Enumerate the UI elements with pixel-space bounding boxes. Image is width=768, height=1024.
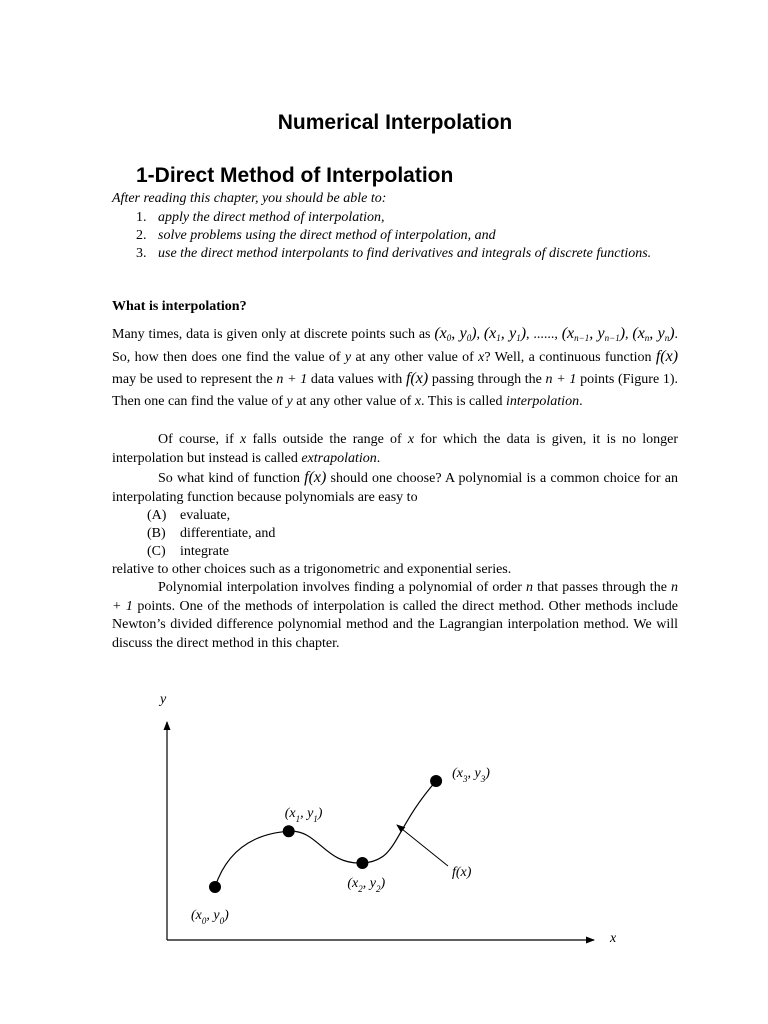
page-title: Numerical Interpolation <box>277 111 513 134</box>
data-point <box>209 881 221 893</box>
data-points <box>191 766 490 926</box>
paragraph-relative: relative to other choices such as a trigonometric and exponential series. <box>112 562 512 577</box>
interpolation-curve <box>215 781 436 887</box>
data-point <box>283 825 295 837</box>
point-xn-yn: ($x_n$, $y_n$) <box>632 325 675 343</box>
property-item: (C) integrate <box>147 544 229 559</box>
data-point-label: ($x_0$, $y_0$) <box>191 908 229 926</box>
section-heading: 1-Direct Method of Interpolation <box>136 164 454 187</box>
objectives-intro: After reading this chapter, you should be able to: <box>112 191 387 206</box>
paragraph-polynomial-choice: So what kind of function f(x) should one choose? A polynomial is a common choice for an interpolating function because polynomials are easy to <box>112 469 678 505</box>
data-point <box>356 857 368 869</box>
y-axis-label: y <box>160 692 167 707</box>
paragraph-extrapolation: Of course, if x falls outside the range of x for which the data is given, it is no longer interpolation but instead is called extrapolation. <box>112 432 679 466</box>
point-x0-y0: ($x_0$, $y_0$) <box>434 325 477 343</box>
paragraph-definition: Many times, data is given only at discrete points such as ($x_0$, $y_0$), ($x_1$, $y_1$), ......, ($x_{n-1}$, $y_{n-1}$), ($x_n$, $y_n$). So, how then does one find the value of y at any other value of x? Well, a continuous function f(x) may be used to represent the n + 1 data values with f(x) passing through the n + 1 points (Figure 1). Then one can find the value of y at any other value of x. This is called interpolation. <box>112 325 679 409</box>
curve-label: f(x) <box>452 865 472 880</box>
x-axis-label: x <box>610 931 617 946</box>
objective-number: 1. <box>136 210 147 225</box>
point-xn1-yn1: ($x_{n-1}$, $y_{n-1}$) <box>561 325 626 343</box>
data-point <box>430 775 442 787</box>
data-point-label: ($x_3$, $y_3$) <box>452 765 490 784</box>
property-item: (A) evaluate, <box>147 508 231 523</box>
curve-pointer-arrow <box>397 825 448 866</box>
objective-text: use the direct method interpolants to find derivatives and integrals of discrete functions. <box>158 246 652 261</box>
paragraph-polynomial-interpolation: Polynomial interpolation involves finding a polynomial of order n that passes through the n + 1 points. One of the methods of interpolation is called the direct method. Other methods include Newton’s divided difference polynomial method and the Lagrangian interpolation method. We will discuss the direct method in this chapter. <box>112 580 679 651</box>
objective-number: 2. <box>136 228 147 243</box>
question-heading: What is interpolation? <box>112 299 247 314</box>
objective-text: solve problems using the direct method of interpolation, and <box>158 228 496 243</box>
objective-text: apply the direct method of interpolation, <box>158 210 385 225</box>
data-point-label: ($x_2$, $y_2$) <box>347 876 386 895</box>
data-point-label: ($x_1$, $y_1$) <box>284 806 323 825</box>
objective-number: 3. <box>136 246 147 261</box>
property-item: (B) differentiate, and <box>147 526 276 541</box>
point-x1-y1: ($x_1$, $y_1$) <box>483 325 527 343</box>
